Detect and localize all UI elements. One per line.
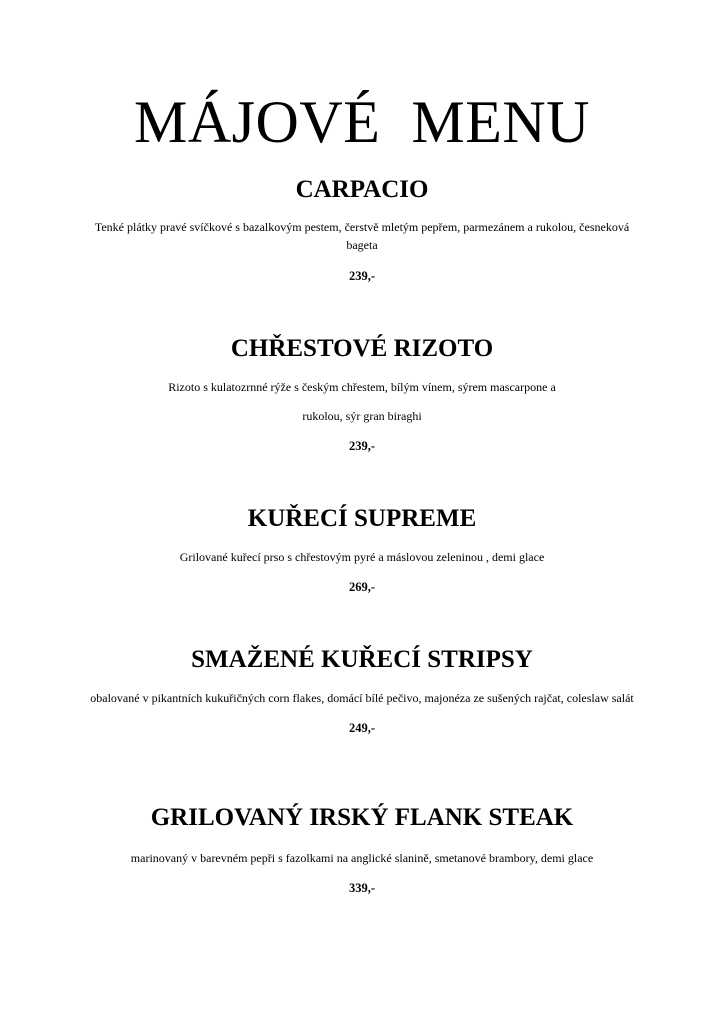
dish-description: obalované v pikantních kukuřičných corn flakes, domácí bílé pečivo, majonéza ze sušených rajčat, coleslaw salát bbox=[90, 691, 634, 705]
dish-price: 269,- bbox=[348, 580, 376, 594]
dish-name: SMAŽENÉ KUŘECÍ STRIPSY bbox=[191, 646, 533, 673]
dish-description-line: rukolou, sýr gran biraghi bbox=[302, 409, 422, 423]
dish-price: 239,- bbox=[348, 439, 376, 453]
dish-name: CHŘESTOVÉ RIZOTO bbox=[230, 335, 494, 362]
dish-description-line: Rizoto s kulatozrnné rýže s českým chřestem, bílým vínem, sýrem mascarpone a bbox=[168, 380, 556, 394]
dish-description: Grilované kuřecí prso s chřestovým pyré a máslovou zeleninou , demi glace bbox=[179, 550, 545, 564]
dish-price: 239,- bbox=[348, 269, 376, 283]
dish-name: KUŘECÍ SUPREME bbox=[247, 505, 477, 532]
dish-item bbox=[0, 504, 724, 595]
dish-price: 339,- bbox=[348, 881, 376, 895]
dish-item bbox=[0, 645, 724, 736]
dish-name: GRILOVANÝ IRSKÝ FLANK STEAK bbox=[150, 804, 574, 831]
dish-item bbox=[0, 334, 724, 454]
dish-item bbox=[0, 175, 724, 284]
dish-name: CARPACIO bbox=[295, 176, 429, 203]
dish-description: Tenké plátky pravé svíčkové s bazalkovým pestem, čerstvě mletým pepřem, parmezánem a rukolou, česneková bageta bbox=[94, 220, 630, 252]
dish-description: marinovaný v barevném pepři s fazolkami na anglické slanině, smetanové brambory, demi glace bbox=[130, 851, 594, 865]
dish-item bbox=[0, 803, 724, 896]
dish-price: 249,- bbox=[348, 721, 376, 735]
menu-title: MÁJOVÉ MENU bbox=[134, 89, 590, 155]
